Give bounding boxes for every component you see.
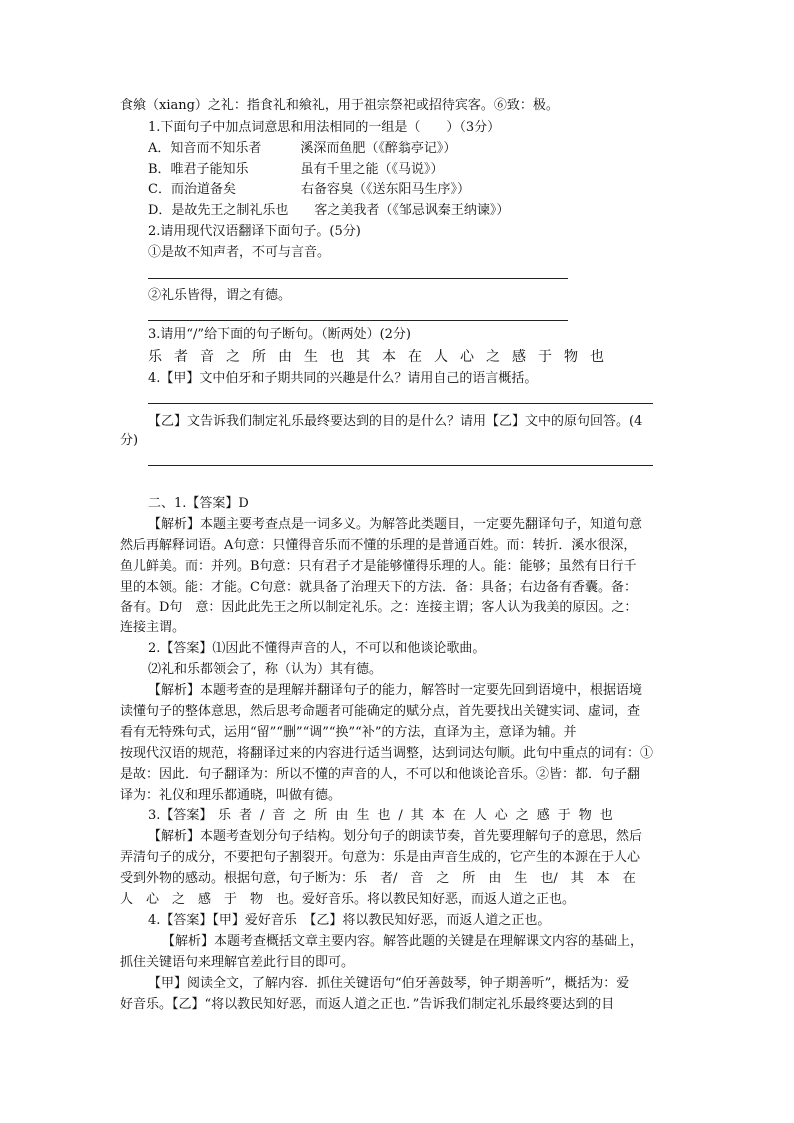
answer-3-text: 乐者/音之所由生也/其本在人心之感于物也 [218, 808, 621, 823]
analysis-line: 看有无特殊句式，运用“留”“删”“调”“换”“补”的方法，直译为主，意译为辅。并 [120, 725, 577, 740]
answer-line [148, 320, 568, 321]
question-1-option-d: D．是故先王之制礼乐也 客之美我者（《邹忌讽秦王纳谏》） [148, 203, 510, 218]
analysis-line: 连接主谓。 [120, 620, 186, 635]
analysis-line: 【解析】本题考查划分句子结构。划分句子的朗读节奏，首先要理解句子的意思，然后 [148, 829, 643, 844]
answer-line [148, 403, 653, 404]
analysis-line: 【解析】本题考查概括文章主要内容。解答此题的关键是在理解课文内容的基础上， [162, 934, 644, 949]
question-2-sentence-1: ①是故不知声者，不可与言音。 [148, 245, 331, 260]
answer-2-line-1: 2.【答案】⑴因此不懂得声音的人，不可以和他谈论歌曲。 [148, 641, 486, 656]
analysis-line: 读懂句子的整体意思，然后思考命题者可能确定的赋分点，首先要找出关键实词、虚词，查 [120, 704, 641, 719]
footnote-line: 食飨（xiang）之礼：指食礼和飨礼，用于祖宗祭祀或招待宾客。⑥致：极。 [120, 98, 559, 113]
analysis-line: 弄清句子的成分，不要把句子割裂开。句意为：乐是由声音生成的，它产生的本源在于人心 [120, 850, 641, 865]
question-4-sub-line-2: 分) [120, 433, 139, 448]
question-4-sub-line-1: 【乙】文告诉我们制定礼乐最终要达到的目的是什么？请用【乙】文中的原句回答。(4 [148, 414, 643, 429]
analysis-line: 【甲】阅读全文，了解内容．抓住关键语句“伯牙善鼓琴，钟子期善听”，概括为：爱 [148, 976, 630, 991]
answer-2-line-2: ⑵礼和乐都领会了，称（认为）其有德。 [148, 662, 383, 677]
question-2-sentence-2: ②礼乐皆得，谓之有德。 [148, 288, 292, 303]
analysis-line: 是故：因此．句子翻译为：所以不懂的声音的人，不可以和他谈论音乐。②皆：都．句子翻 [120, 767, 641, 782]
analysis-line: 【解析】本题主要考查点是一词多义。为解答此类题目，一定要先翻译句子，知道句意 [148, 517, 643, 532]
question-3-stem: 3.请用“/”给下面的句子断句。（断两处）(2分) [148, 327, 411, 342]
answer-4-line: 4.【答案】【甲】爱好音乐 【乙】将以教民知好恶，而返人道之正也。 [148, 913, 551, 928]
answer-line [148, 465, 653, 466]
question-2-stem: 2.请用现代汉语翻译下面句子。(5分) [148, 224, 361, 239]
analysis-line: 然后再解释词语。A句意：只懂得音乐而不懂的乐理的是普通百姓。而：转折．溪水很深， [120, 538, 637, 553]
analysis-line: 里的本领。能：才能。C句意：就具备了治理天下的方法．备：具备；右边备有香囊。备： [120, 580, 637, 595]
analysis-line: 受到外物的感动。根据句意，句子断为：乐 者/ 音 之 所 由 生 也/ 其 本 在 [120, 871, 636, 886]
question-1-option-a: A．知音而不知乐者 溪深而鱼肥（《醉翁亭记》） [148, 141, 457, 156]
answer-line [148, 278, 568, 279]
question-1-stem: 1.下面句子中加点词意思和用法相同的一组是（ ）（3分） [148, 120, 501, 135]
analysis-line: 按现代汉语的规范，将翻译过来的内容进行适当调整，达到词达句顺。此句中重点的词有：① [120, 746, 654, 761]
answer-3-label: 3.【答案】 [148, 808, 213, 823]
question-3-sentence: 乐者音之所由生也其本在人心之感于物也 [148, 349, 616, 365]
question-4-stem: 4.【甲】文中伯牙和子期共同的兴趣是什么？请用自己的语言概括。 [148, 371, 538, 386]
analysis-line: 人 心 之 感 于 物 也。爱好音乐。将以教民知好恶，而返人道之正也。 [120, 892, 576, 907]
question-1-option-b: B．唯君子能知乐 虽有千里之能（《马说》） [148, 162, 444, 177]
analysis-line: 鱼儿鲜美。而：并列。B句意：只有君子才是能够懂得乐理的人。能：能够；虽然有日行千 [120, 559, 637, 574]
analysis-line: 【解析】本题考查的是理解并翻译句子的能力，解答时一定要先回到语境中，根据语境 [148, 683, 643, 698]
analysis-line: 抓住关键语句来理解官差此行目的即可。 [120, 955, 355, 970]
question-1-option-c: C．而治道备矣 右备容臭（《送东阳马生序》） [148, 182, 470, 197]
analysis-line: 备有。D句 意：因此此先王之所以制定礼乐。之：连接主谓；客人认为我美的原因。之： [120, 600, 638, 615]
answer-1-heading: 二、1.【答案】D [148, 496, 249, 511]
analysis-line: 好音乐。【乙】“将以教民知好恶，而返人道之正也．”告诉我们制定礼乐最终要达到的目 [120, 997, 615, 1012]
analysis-line: 译为：礼仪和理乐都通晓，叫做有德。 [120, 788, 342, 803]
